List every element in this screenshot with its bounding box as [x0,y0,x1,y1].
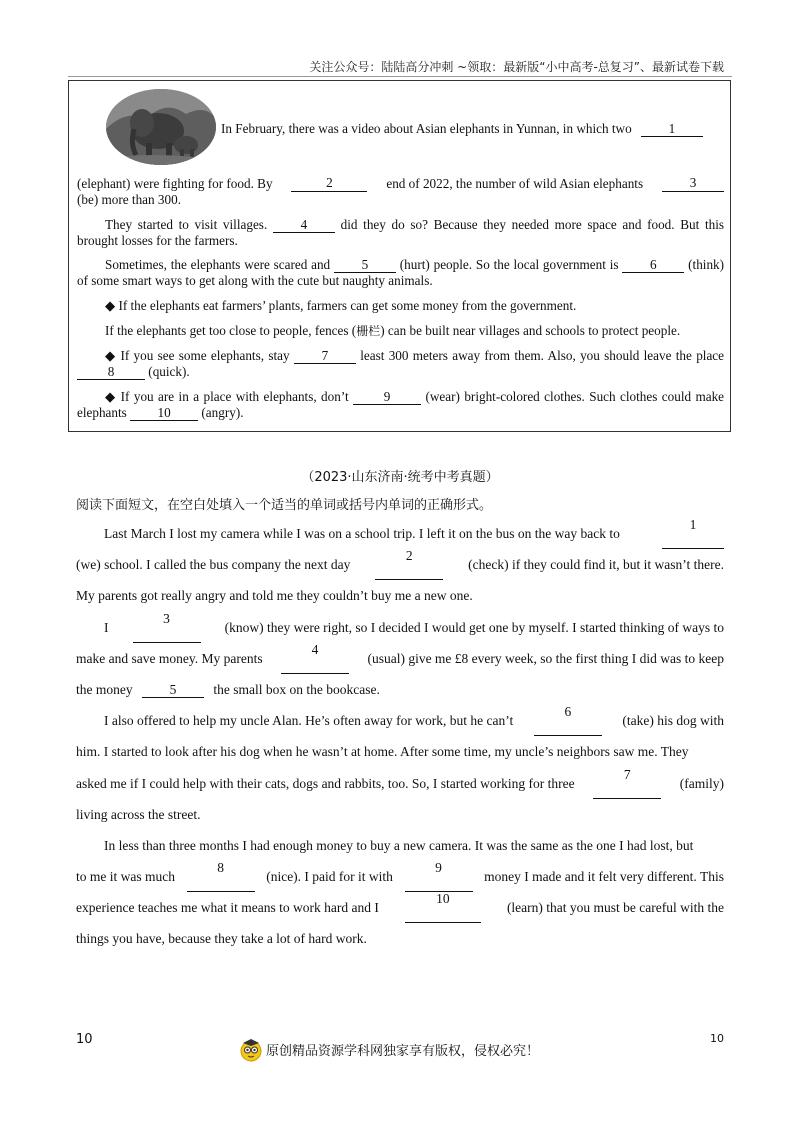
text: the small box on the bookcase. [213,681,380,697]
blank-1[interactable]: 1 [641,122,703,137]
text: In less than three months I had enough money to buy a new camera. It was the same as the one I had lost, but [104,837,694,853]
passage-blank-7[interactable]: 7 [593,768,661,799]
passage-blank-5[interactable]: 5 [142,683,204,698]
text: They started to visit villages. [105,217,268,232]
passage-blank-9[interactable]: 9 [405,861,473,892]
text: least 300 meters away from them. Also, you should leave the place [360,348,725,363]
box-bullet-3 [77,389,724,421]
text: make and save money. My parents [76,650,263,666]
passage-line-6 [76,674,724,705]
page-header: 关注公众号：陆陆高分冲刺 ~领取：最新版“小中高考-总复习”、最新试卷下载 [309,60,724,74]
blank-8[interactable]: 8 [77,365,145,380]
passage-line-8 [76,736,724,767]
box-paragraph-2 [77,176,724,208]
passage-blank-4[interactable]: 4 [281,643,349,674]
text: In February, there was a video about Asian elephants in Yunnan, in which two [221,121,632,136]
passage-line-10: living across the street. [76,806,201,822]
text: (learn) that you must be careful with the [506,900,724,916]
text: (wear) bright-colored clothes. Such clothes could make elephants [77,389,725,420]
box-paragraph-3 [77,217,724,249]
text: to me it was much [76,869,175,885]
text: If the elephants get too close to people, fences ( [105,323,357,338]
text: Sometimes, the elephants were scared and [105,257,331,272]
text: (take) his dog with [622,713,724,729]
exercise-box [68,80,731,432]
blank-10[interactable]: 10 [130,406,198,421]
passage-line-14: things you have, because they take a lot of hard work. [76,931,367,947]
passage-line-5 [76,643,724,674]
blank-9[interactable]: 9 [353,390,421,405]
source-label: （2023·山东济南·统考中考真题） [301,470,499,485]
text: ) can be built near villages and schools to protect people. [380,323,681,338]
text: the money [76,681,133,697]
box-paragraph-6 [77,323,724,339]
passage-line-2 [76,549,724,580]
mascot-icon [238,1036,264,1062]
blank-6[interactable]: 6 [622,258,684,273]
passage-blank-3[interactable]: 3 [133,612,201,643]
passage-blank-8[interactable]: 8 [187,861,255,892]
passage-blank-2[interactable]: 2 [375,549,443,580]
text: (nice). I paid for it with [266,869,393,885]
text: him. I started to look after his dog when he wasn’t at home. After some time, my uncle’s neighbors saw me. They [76,744,689,760]
passage-blank-1[interactable]: 1 [662,518,724,549]
passage-line-12 [76,861,724,892]
blank-5[interactable]: 5 [334,258,396,273]
text: did they do so? Because they needed more space and food. But this brought losses for the farmers. [77,217,725,248]
text: asked me if I could help with their cats, dogs and rabbits, too. So, I started working for three [76,775,575,791]
passage-blank-10[interactable]: 10 [405,892,481,923]
text: (elephant) were fighting for food. By [77,176,273,191]
text: money I made and it felt very different. This [484,869,724,885]
box-bullet-2 [77,348,724,380]
blank-2[interactable]: 2 [291,176,367,192]
text: ◆ If you see some elephants, stay [105,348,290,363]
instruction: 阅读下面短文，在空白处填入一个适当的单词或括号内单词的正确形式。 [76,498,493,513]
text: I [104,619,109,635]
text: end of 2022, the number of wild Asian elephants [386,176,644,191]
passage-line-4 [76,612,724,643]
text: (we) school. I called the bus company the next day [76,557,351,573]
blank-7[interactable]: 7 [294,349,356,364]
text: ◆ If you are in a place with elephants, don’t [105,389,349,404]
page-number-right: 10 [710,1032,724,1045]
passage-line-7 [76,705,724,736]
passage-blank-6[interactable]: 6 [534,705,602,736]
elephant-icon [106,89,216,165]
box-bullet-1: ◆ If the elephants eat farmers’ plants, farmers can get some money from the government. [105,298,577,313]
page-number-left: 10 [76,1032,93,1047]
text: (check) if they could find it, but it wasn’t there. [468,557,724,573]
text: (usual) give me £8 every week, so the first thing I did was to keep [367,650,724,666]
text: (family) [679,775,724,791]
text: (think) of some smart ways to get along with the cute but naughty animals. [77,257,725,288]
reading-passage [76,518,724,955]
text: Last March I lost my camera while I was on a school trip. I left it on the bus on the way back to [104,526,620,541]
passage-line-13 [76,892,724,923]
header-divider [68,76,732,77]
blank-3[interactable]: 3 [662,176,724,192]
elephant-photo [106,89,216,165]
passage-line-1 [76,518,724,549]
box-paragraph-4 [77,257,724,289]
text: (know) they were right, so I decided I would get one by myself. I started thinking of ways to [224,619,724,635]
text: (hurt) people. So the local government is [399,257,619,272]
copyright-text: 原创精品资源学科网独家享有版权，侵权必究！ [266,1043,540,1059]
copyright-notice [238,1036,539,1062]
passage-line-3: My parents got really angry and told me they couldn’t buy me a new one. [76,588,473,604]
passage-line-9 [76,768,724,799]
text: (quick). [148,364,190,379]
blank-4[interactable]: 4 [273,218,335,233]
box-paragraph-1 [221,121,741,137]
text: (angry). [201,405,244,420]
text: experience teaches me what it means to work hard and I [76,900,379,916]
text: 栅栏 [356,324,381,338]
text: I also offered to help my uncle Alan. He’s often away for work, but he can’t [104,713,514,729]
passage-line-11 [76,830,724,861]
text: (be) more than 300. [77,192,181,207]
